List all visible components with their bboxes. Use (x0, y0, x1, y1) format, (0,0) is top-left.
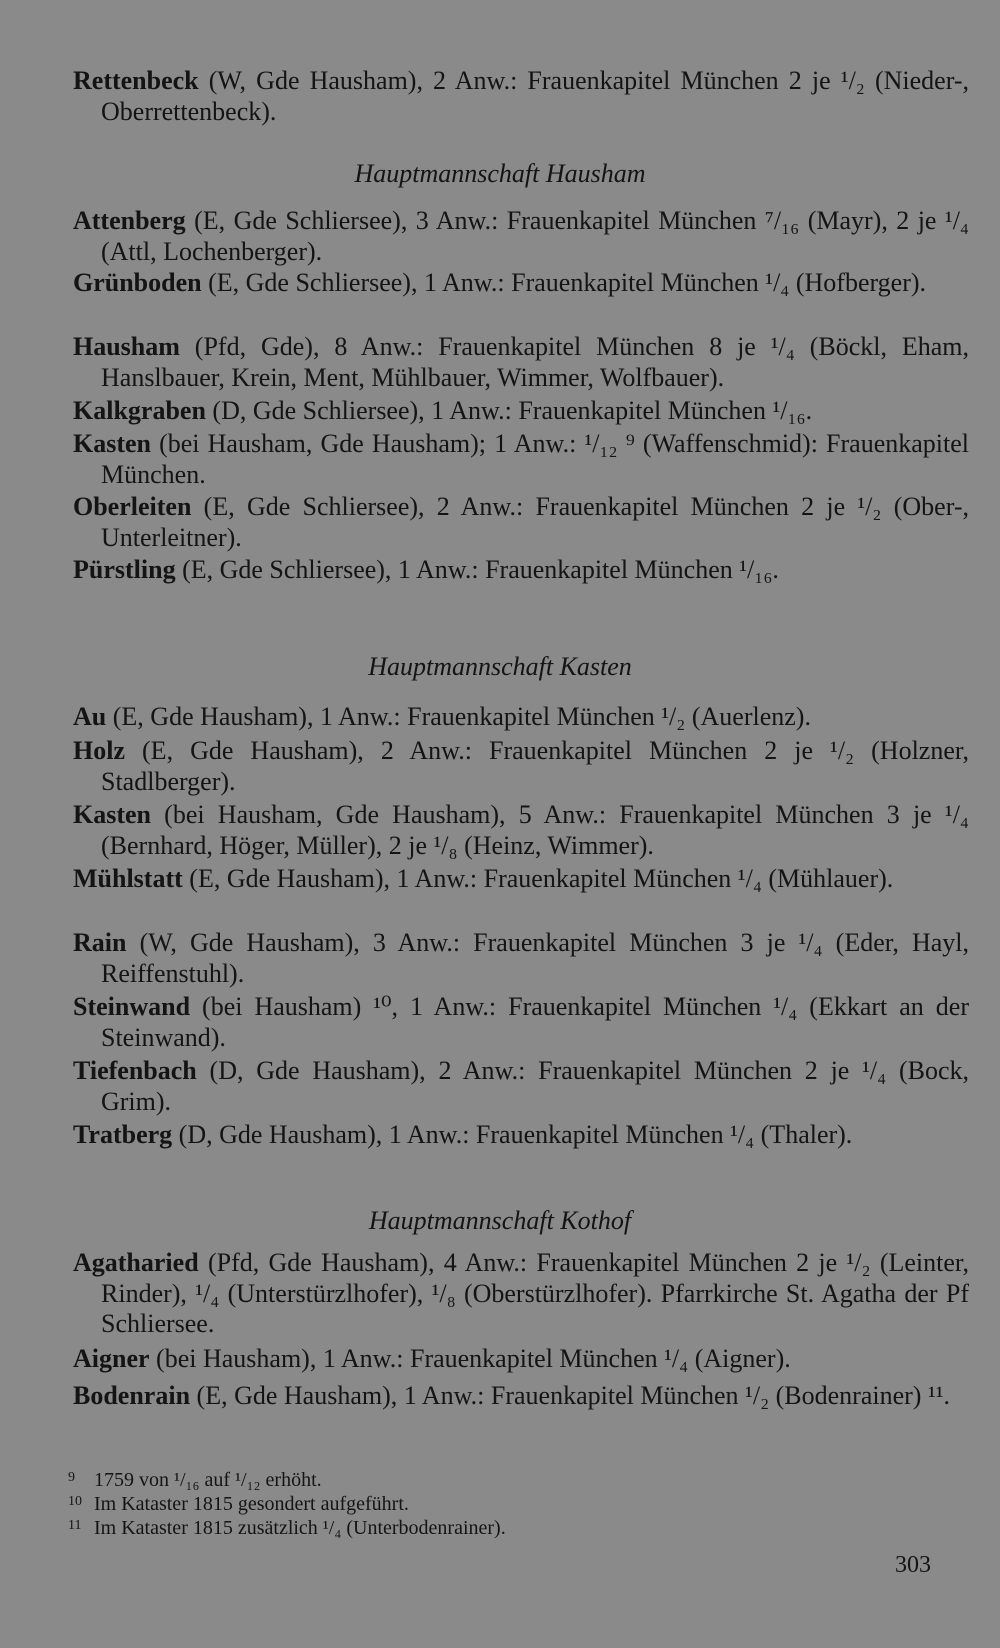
place-name: Aigner (73, 1344, 150, 1373)
entry-oberleiten (73, 492, 969, 553)
place-name: Kasten (73, 429, 151, 458)
entry-text: (E, Gde Hausham), 1 Anw.: Frauenkapitel München ¹/₂ (Bodenrainer) ¹¹. (190, 1381, 951, 1410)
place-name: Grünboden (73, 268, 202, 297)
entry-muehlstatt (73, 864, 969, 895)
place-name: Pürstling (73, 555, 176, 584)
entry-text: (W, Gde Hausham), 2 Anw.: Frauenkapitel München 2 je ¹/₂ (Nieder-, Oberrettenbeck). (101, 66, 969, 126)
place-name: Rain (73, 928, 127, 957)
place-name: Rettenbeck (73, 66, 199, 95)
place-name: Steinwand (73, 992, 191, 1021)
entry-text: (Pfd, Gde), 8 Anw.: Frauenkapitel München 8 je ¹/₄ (Böckl, Eham, Hanslbauer, Krein, Ment, Mühlbauer, Wimmer, Wolfbauer). (101, 332, 969, 392)
section-heading: Hauptmannschaft Hausham (354, 159, 646, 188)
footnote-text: 1759 von ¹/₁₆ auf ¹/₁₂ erhöht. (94, 1469, 322, 1491)
entry-steinwand (73, 992, 969, 1053)
entry-tiefenbach (73, 1056, 969, 1117)
page-number: 303 (895, 1552, 931, 1578)
entry-puerstling (73, 555, 969, 586)
entry-text: (Pfd, Gde Hausham), 4 Anw.: Frauenkapitel München 2 je ¹/₂ (Leinter, Rinder), ¹/₄ (Unterstürzlhofer), ¹/₈ (Oberstürzlhofer). Pfarrkirche St. Agatha der Pf Schliersee. (101, 1248, 969, 1338)
footnote (68, 1514, 948, 1540)
entry-hausham (73, 332, 969, 393)
entry-text: (E, Gde Hausham), 1 Anw.: Frauenkapitel München ¹/₄ (Mühlauer). (182, 864, 894, 893)
entry-text: (bei Hausham) ¹⁰, 1 Anw.: Frauenkapitel München ¹/₄ (Ekkart an der Steinwand). (101, 992, 969, 1052)
footnote-mark: 9 (68, 1470, 75, 1485)
footnote (68, 1466, 948, 1492)
entry-kasten-1 (73, 429, 969, 490)
place-name: Kalkgraben (73, 396, 206, 425)
footnote-mark: 11 (68, 1518, 82, 1533)
entry-text: (D, Gde Schliersee), 1 Anw.: Frauenkapitel München ¹/₁₆. (205, 396, 813, 425)
place-name: Kasten (73, 800, 151, 829)
place-name: Bodenrain (73, 1381, 191, 1410)
entry-gruenboden (73, 268, 969, 299)
entry-kalkgraben (73, 396, 969, 427)
entry-text: (bei Hausham, Gde Hausham), 5 Anw.: Frauenkapitel München 3 je ¹/₄ (Bernhard, Höger, Müller), 2 je ¹/₈ (Heinz, Wimmer). (101, 800, 969, 860)
footnote-mark: 10 (68, 1494, 82, 1509)
entry-holz (73, 736, 969, 797)
entry-rain (73, 928, 969, 989)
place-name: Agatharied (73, 1248, 199, 1277)
entry-text: (W, Gde Hausham), 3 Anw.: Frauenkapitel München 3 je ¹/₄ (Eder, Hayl, Reiffenstuhl). (101, 928, 969, 988)
place-name: Oberleiten (73, 492, 192, 521)
entry-tratberg (73, 1120, 969, 1151)
place-name: Holz (73, 736, 125, 765)
place-name: Hausham (73, 332, 180, 361)
entry-text: (bei Hausham), 1 Anw.: Frauenkapitel München ¹/₄ (Aigner). (149, 1344, 791, 1373)
place-name: Mühlstatt (73, 864, 183, 893)
footnote-text: Im Kataster 1815 zusätzlich ¹/₄ (Unterbodenrainer). (94, 1517, 506, 1539)
entry-aigner (73, 1344, 969, 1375)
entry-text: (E, Gde Schliersee), 1 Anw.: Frauenkapitel München ¹/₄ (Hofberger). (201, 268, 927, 297)
entry-text: (E, Gde Schliersee), 1 Anw.: Frauenkapitel München ¹/₁₆. (175, 555, 779, 584)
entry-bodenrain (73, 1381, 969, 1412)
entry-au (73, 702, 969, 733)
entry-agatharied (73, 1248, 969, 1340)
place-name: Tratberg (73, 1120, 173, 1149)
entry-text: (D, Gde Hausham), 1 Anw.: Frauenkapitel München ¹/₄ (Thaler). (172, 1120, 853, 1149)
entry-text: (E, Gde Schliersee), 3 Anw.: Frauenkapitel München ⁷/₁₆ (Mayr), 2 je ¹/₄ (Attl, Lochenberger). (101, 206, 969, 266)
entry-text: (bei Hausham, Gde Hausham); 1 Anw.: ¹/₁₂ ⁹ (Waffenschmid): Frauenkapitel München. (101, 429, 969, 489)
place-name: Attenberg (73, 206, 186, 235)
entry-text: (E, Gde Schliersee), 2 Anw.: Frauenkapitel München 2 je ¹/₂ (Ober-, Unterleitner). (101, 492, 969, 552)
place-name: Au (73, 702, 107, 731)
section-heading: Hauptmannschaft Kothof (368, 1206, 632, 1235)
footnote-text: Im Kataster 1815 gesondert aufgeführt. (94, 1493, 409, 1515)
entry-rettenbeck (73, 66, 969, 127)
footnote (68, 1490, 948, 1516)
entry-text: (D, Gde Hausham), 2 Anw.: Frauenkapitel München 2 je ¹/₄ (Bock, Grim). (101, 1056, 969, 1116)
section-heading: Hauptmannschaft Kasten (368, 652, 632, 681)
entry-text: (E, Gde Hausham), 2 Anw.: Frauenkapitel München 2 je ¹/₂ (Holzner, Stadlberger). (101, 736, 969, 796)
entry-text: (E, Gde Hausham), 1 Anw.: Frauenkapitel München ¹/₂ (Auerlenz). (106, 702, 811, 731)
entry-attenberg (73, 206, 969, 267)
entry-kasten-2 (73, 800, 969, 861)
place-name: Tiefenbach (73, 1056, 197, 1085)
